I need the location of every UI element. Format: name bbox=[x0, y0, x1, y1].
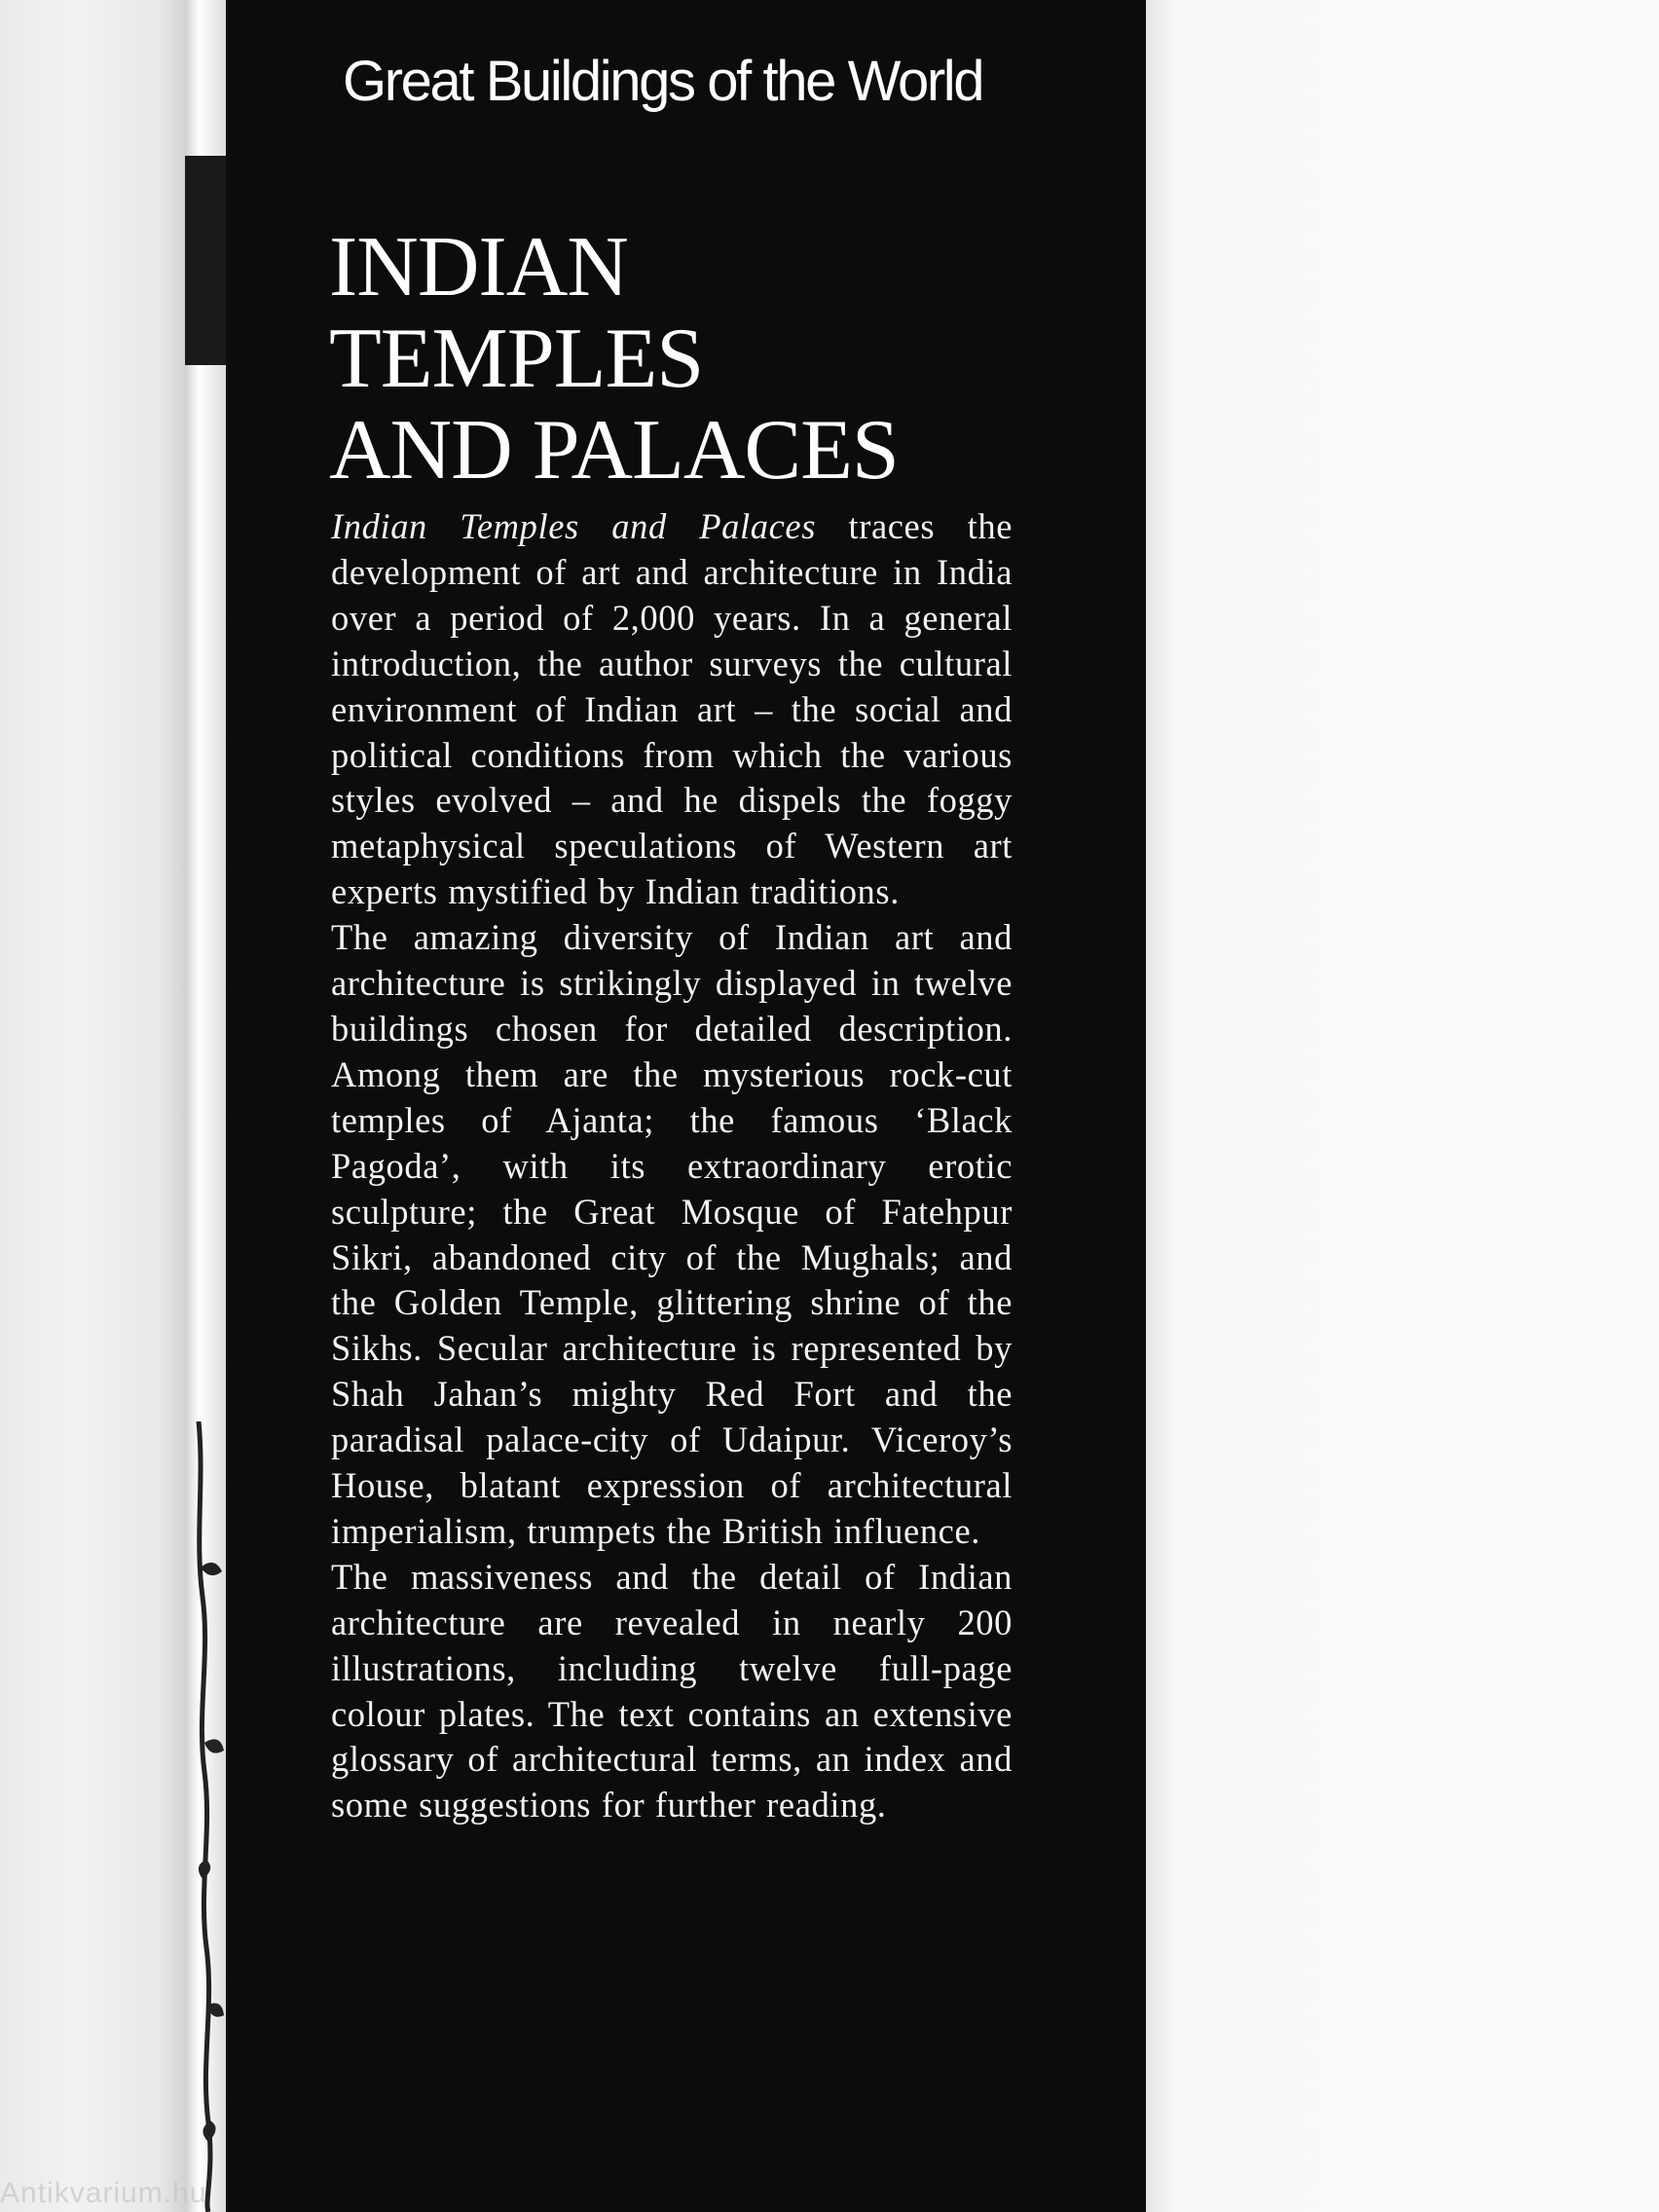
blurb-text bbox=[331, 504, 1013, 1828]
book-title-line-2: TEMPLES bbox=[329, 312, 704, 406]
book-title-line-1: INDIAN bbox=[329, 220, 628, 314]
blurb-book-title-italic: Indian Temples and Palaces bbox=[331, 506, 817, 546]
watermark: Antikvarium.hu bbox=[0, 2177, 207, 2209]
right-blank-page bbox=[1146, 0, 1659, 2212]
spine-floral-decoration bbox=[191, 1421, 226, 2212]
blurb-paragraph-1-text: traces the development of art and architecture in India over a period of 2,000 years. In a general introduction, the author surveys the cultural environment of Indian art – the social and political conditions from which the various styles evolved – and he dispels the foggy metaphysical speculations of Western art experts mystified by Indian traditions. bbox=[331, 506, 1013, 912]
spine-dark-band bbox=[185, 156, 226, 365]
blurb-paragraph-1 bbox=[331, 504, 1013, 915]
blurb-paragraph-2: The amazing diversity of Indian art and architecture is strikingly displayed in twelve buildings chosen for detailed description. Among them are the mysterious rock-cut temples of Ajanta; the famous ‘Black Pagoda’, with its extraordinary erotic sculpture; the Great Mosque of Fatehpur Sikri, abandoned city of the Mughals; and the Golden Temple, glittering shrine of the Sikhs. Secular architecture is represented by Shah Jahan’s mighty Red Fort and the paradisal palace-city of Udaipur. Viceroy’s House, blatant expression of architectural imperialism, trumpets the British influence. bbox=[331, 917, 1013, 1551]
book-title-line-3: AND PALACES bbox=[329, 403, 899, 498]
blurb-paragraph-3: The massiveness and the detail of Indian architecture are revealed in nearly 200 illustrations, including twelve full-page colour plates. The text contains an extensive glossary of architectural terms, an index and some suggestions for further reading. bbox=[331, 1556, 1013, 1825]
book-title bbox=[329, 222, 1069, 497]
left-book-page bbox=[0, 0, 185, 2212]
series-title: Great Buildings of the World bbox=[343, 50, 983, 113]
